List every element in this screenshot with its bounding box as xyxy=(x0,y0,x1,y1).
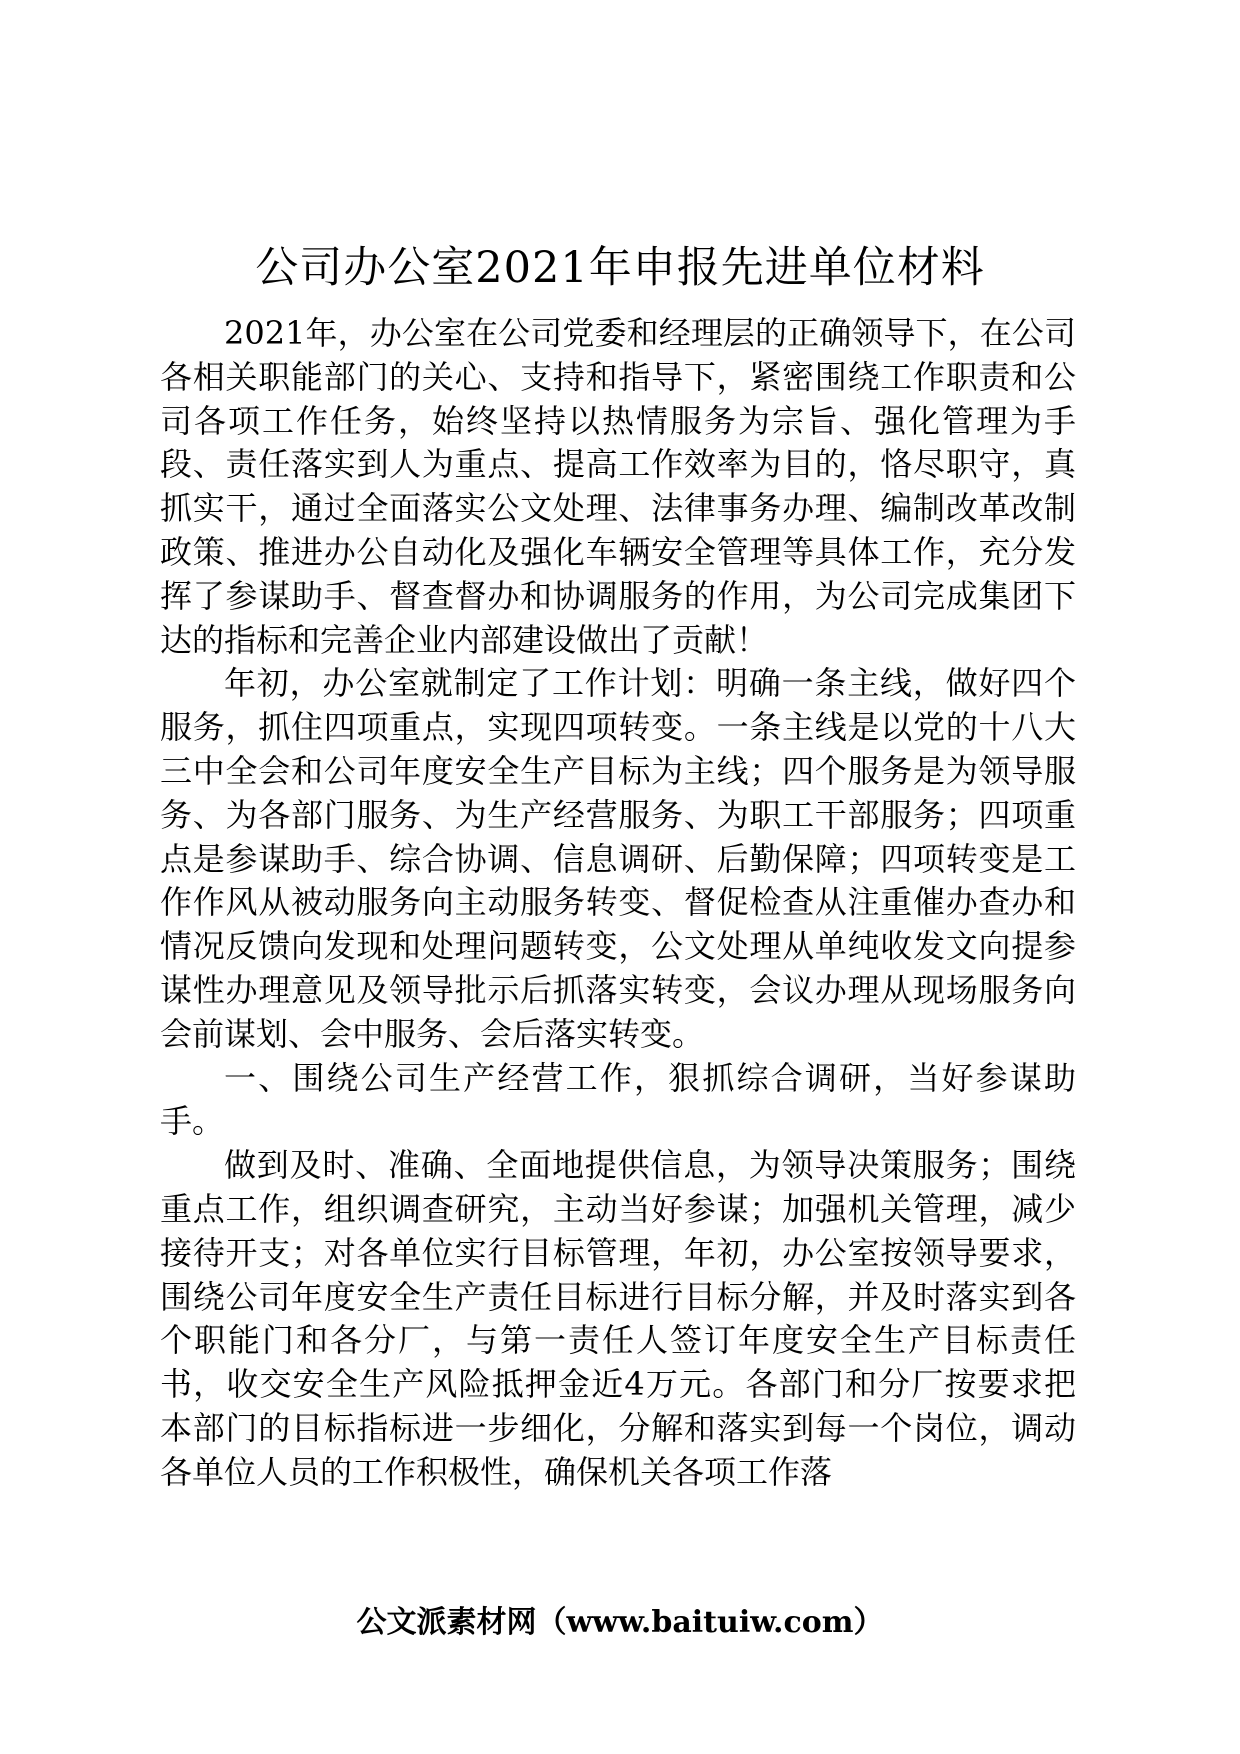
paragraph-plan: 年初，办公室就制定了工作计划：明确一条主线，做好四个服务，抓住四项重点，实现四项转变。一条主线是以党的十八大三中全会和公司年度安全生产目标为主线；四个服务是为领导服务、为各部门服务、为生产经营服务、为职工干部服务；四项重点是参谋助手、综合协调、信息调研、后勤保障；四项转变是工作作风从被动服务向主动服务转变、督促检查从注重催办查办和情况反馈向发现和处理问题转变，公文处理从单纯收发文向提参谋性办理意见及领导批示后抓落实转变，会议办理从现场服务向会前谋划、会中服务、会后落实转变。 xyxy=(160,664,1076,1053)
page-footer: 公文派素材网（www.baituiw.com） xyxy=(356,1605,884,1640)
document-title: 公司办公室2021年申报先进单位材料 xyxy=(255,243,985,293)
section-heading-1: 一、围绕公司生产经营工作，狠抓综合调研，当好参谋助手。 xyxy=(160,1058,1076,1141)
paragraph-section-1: 做到及时、准确、全面地提供信息，为领导决策服务；围绕重点工作，组织调查研究，主动当好参谋；加强机关管理，减少接待开支；对各单位实行目标管理，年初，办公室按领导要求，围绕公司年度安全生产责任目标进行目标分解，并及时落实到各个职能门和各分厂，与第一责任人签订年度安全生产目标责任书，收交安全生产风险抵押金近4万元。各部门和分厂按要求把本部门的目标指标进一步细化，分解和落实到每一个岗位，调动各单位人员的工作积极性，确保机关各项工作落 xyxy=(160,1146,1076,1491)
document-body xyxy=(160,312,1076,1495)
paragraph-intro: 2021年，办公室在公司党委和经理层的正确领导下，在公司各相关职能部门的关心、支持和指导下，紧密围绕工作职责和公司各项工作任务，始终坚持以热情服务为宗旨、强化管理为手段、责任落实到人为重点、提高工作效率为目的，恪尽职守，真抓实干，通过全面落实公文处理、法律事务办理、编制改革改制政策、推进办公自动化及强化车辆安全管理等具体工作，充分发挥了参谋助手、督查督办和协调服务的作用，为公司完成集团下达的指标和完善企业内部建设做出了贡献！ xyxy=(160,314,1076,659)
